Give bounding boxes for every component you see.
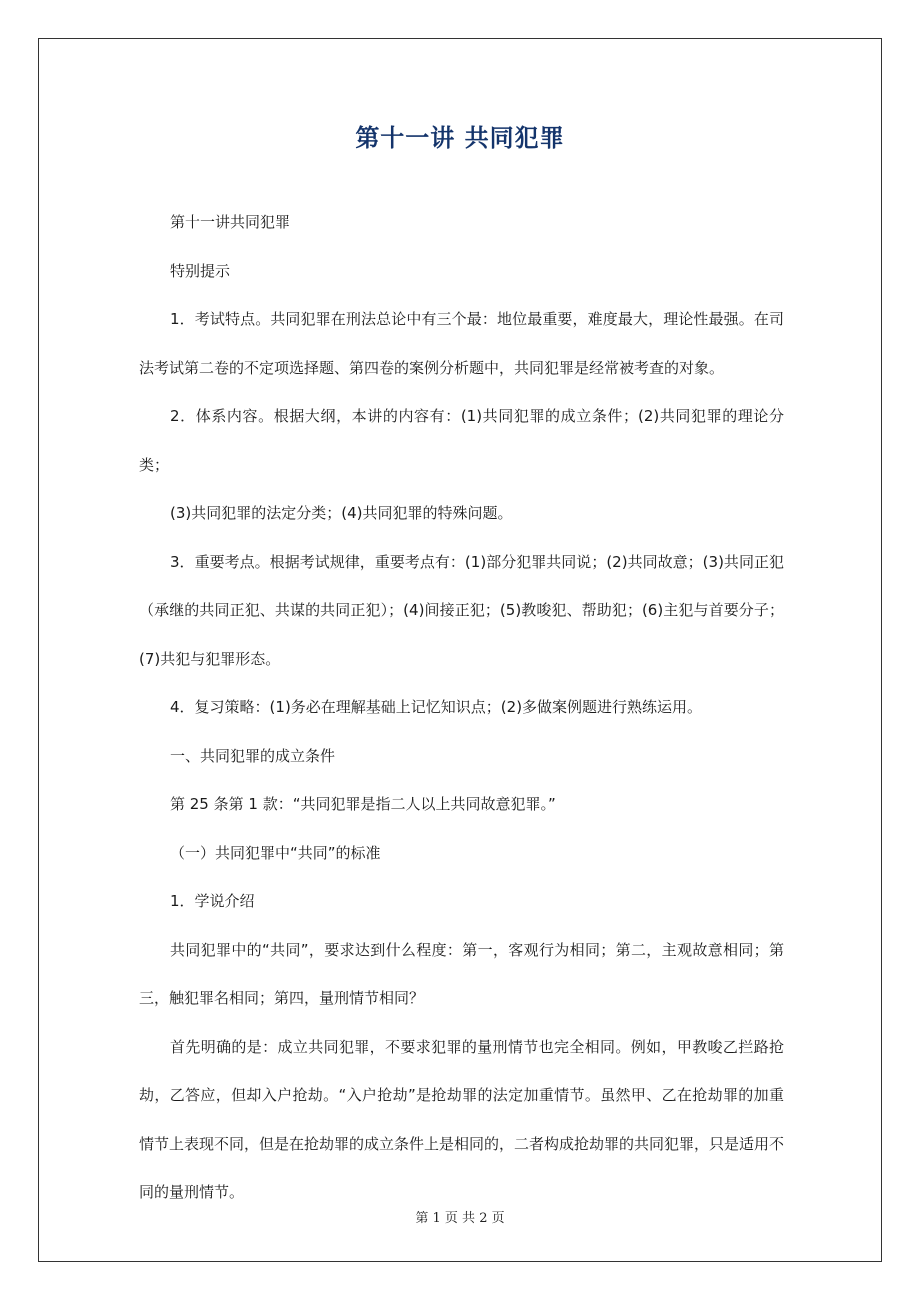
paragraph: 特别提示 xyxy=(170,261,231,280)
paragraph: 3．重要考点。根据考试规律，重要考点有：(1)部分犯罪共同说；(2)共同故意；(3)共同正犯（承继的共同正犯、共谋的共同正犯）；(4)间接正犯；(5)教唆犯、帮助犯；(6)主犯与首要分子；(7)共犯与犯罪形态。 xyxy=(139,552,784,668)
document-title: 第十一讲 共同犯罪 xyxy=(355,124,565,152)
paragraph: (3)共同犯罪的法定分类；(4)共同犯罪的特殊问题。 xyxy=(170,504,513,522)
paragraph: 4．复习策略：(1)务必在理解基础上记忆知识点；(2)多做案例题进行熟练运用。 xyxy=(170,698,703,716)
section-heading: 一、共同犯罪的成立条件 xyxy=(170,746,336,765)
subsection-heading: （一）共同犯罪中“共同”的标准 xyxy=(170,843,381,862)
paragraph: 第十一讲共同犯罪 xyxy=(170,213,291,231)
paragraph: 1．考试特点。共同犯罪在刑法总论中有三个最：地位最重要，难度最大，理论性最强。在司法考试第二卷的不定项选择题、第四卷的案例分析题中，共同犯罪是经常被考查的对象。 xyxy=(139,310,784,377)
paragraph: 第 25 条第 1 款：“共同犯罪是指二人以上共同故意犯罪。” xyxy=(170,795,556,813)
subsection-heading: 1．学说介绍 xyxy=(170,892,255,910)
document-body xyxy=(139,198,784,1217)
paragraph: 共同犯罪中的“共同”，要求达到什么程度：第一，客观行为相同；第二，主观故意相同；第三，触犯罪名相同；第四，量刑情节相同？ xyxy=(139,940,784,1007)
paragraph: 2．体系内容。根据大纲，本讲的内容有：(1)共同犯罪的成立条件；(2)共同犯罪的理论分类； xyxy=(139,407,784,474)
paragraph: 首先明确的是：成立共同犯罪，不要求犯罪的量刑情节也完全相同。例如，甲教唆乙拦路抢劫，乙答应，但却入户抢劫。“入户抢劫”是抢劫罪的法定加重情节。虽然甲、乙在抢劫罪的加重情节上表现不同，但是在抢劫罪的成立条件上是相同的，二者构成抢劫罪的共同犯罪，只是适用不同的量刑情节。 xyxy=(139,1037,785,1201)
page-number-footer: 第 1 页 共 2 页 xyxy=(415,1211,505,1226)
